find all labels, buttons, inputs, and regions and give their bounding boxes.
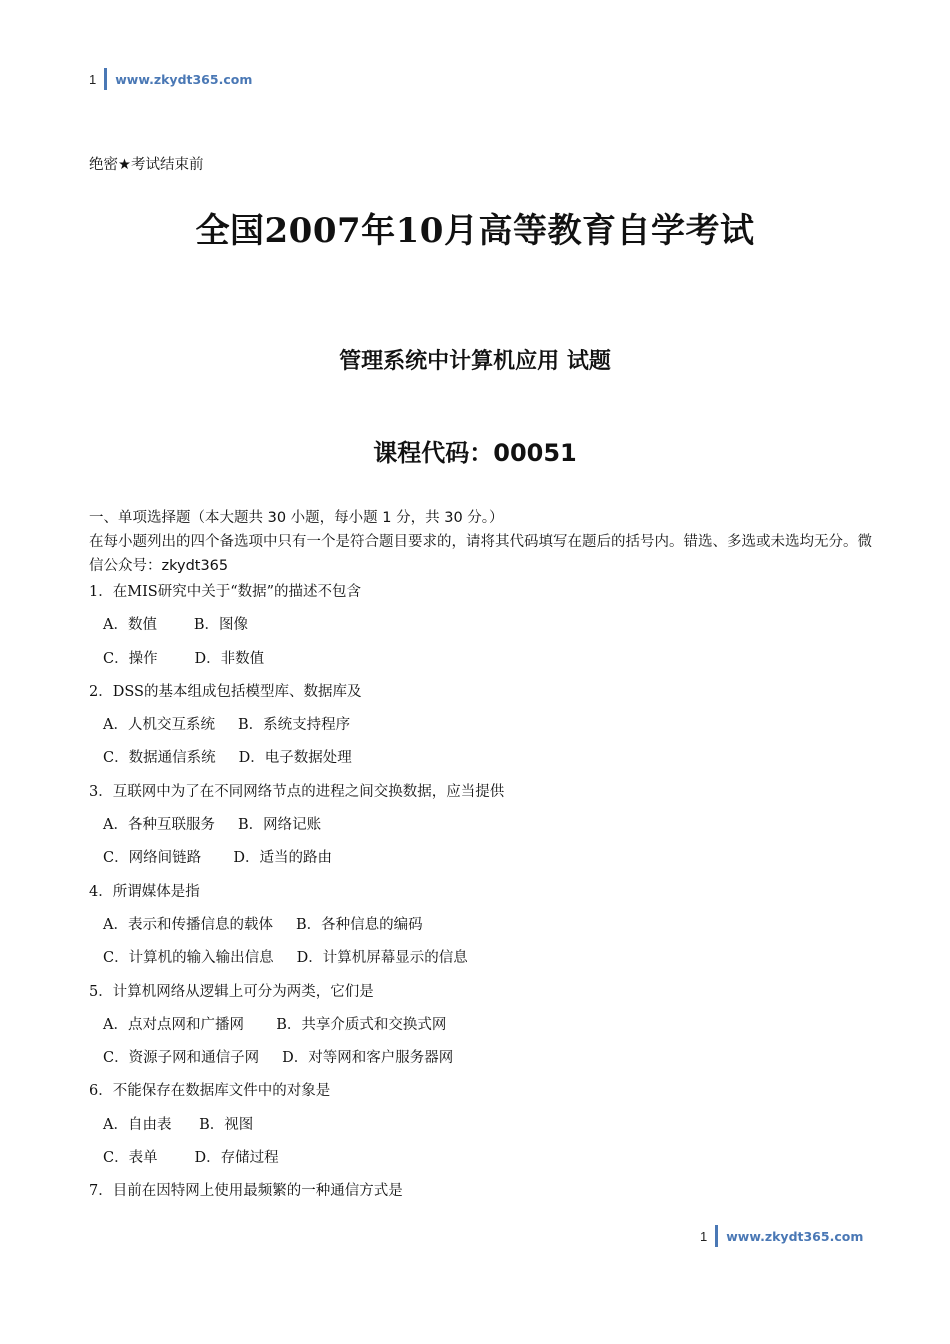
section-instruction: 在每小题列出的四个备选项中只有一个是符合题目要求的，请将其代码填写在题后的括号内。错选、多选或未选均无分。微信公众号：zkydt365 xyxy=(89,534,872,574)
question-options: C．操作 D．非数值 xyxy=(103,650,265,667)
question-options: C．资源子网和通信子网 D．对等网和客户服务器网 xyxy=(103,1050,454,1067)
question-stem: 6．不能保存在数据库文件中的对象是 xyxy=(89,1083,331,1100)
question-options: A．数值 B．图像 xyxy=(103,617,248,634)
question-options: A．自由表 B．视图 xyxy=(103,1116,254,1133)
question-options: C．表单 D．存储过程 xyxy=(103,1150,279,1167)
question-options: C．网络间链路 D．适当的路由 xyxy=(103,850,332,867)
question-options: A．各种互联服务 B．网络记账 xyxy=(103,817,322,834)
header-divider xyxy=(104,68,107,90)
question-stem: 1．在MIS研究中关于“数据”的描述不包含 xyxy=(89,584,362,600)
page-footer xyxy=(700,1224,863,1248)
question-stem: 4．所谓媒体是指 xyxy=(89,883,200,900)
footer-page-number: 1 xyxy=(700,1228,708,1244)
page-header xyxy=(89,67,252,91)
question-options: C．数据通信系统 D．电子数据处理 xyxy=(103,750,352,767)
section-heading: 一、单项选择题（本大题共 30 小题，每小题 1 分，共 30 分。） xyxy=(89,510,504,526)
footer-url: www.zkydt365.com xyxy=(726,1228,864,1244)
question-stem: 3．互联网中为了在不同网络节点的进程之间交换数据，应当提供 xyxy=(89,783,505,800)
footer-divider xyxy=(715,1225,718,1247)
question-list xyxy=(89,580,879,1213)
header-url: www.zkydt365.com xyxy=(115,71,253,87)
question-stem: 5．计算机网络从逻辑上可分为两类，它们是 xyxy=(89,983,374,1000)
section-intro xyxy=(89,506,879,578)
header-page-number: 1 xyxy=(89,71,97,87)
confidential-label: 绝密★考试结束前 xyxy=(89,157,204,173)
question-options: A．点对点网和广播网 B．共享介质式和交换式网 xyxy=(103,1016,447,1033)
question-options: A．表示和传播信息的载体 B．各种信息的编码 xyxy=(103,916,423,933)
question-stem: 2．DSS的基本组成包括模型库、数据库及 xyxy=(89,683,362,700)
exam-subtitle: 管理系统中计算机应用 试题 xyxy=(339,349,611,374)
question-options: A．人机交互系统 B．系统支持程序 xyxy=(103,717,351,734)
course-code: 课程代码：00051 xyxy=(373,439,577,467)
question-options: C．计算机的输入输出信息 D．计算机屏幕显示的信息 xyxy=(103,950,468,967)
exam-title: 全国2007年10月高等教育自学考试 xyxy=(195,211,755,251)
question-stem: 7．目前在因特网上使用最频繁的一种通信方式是 xyxy=(89,1183,403,1200)
